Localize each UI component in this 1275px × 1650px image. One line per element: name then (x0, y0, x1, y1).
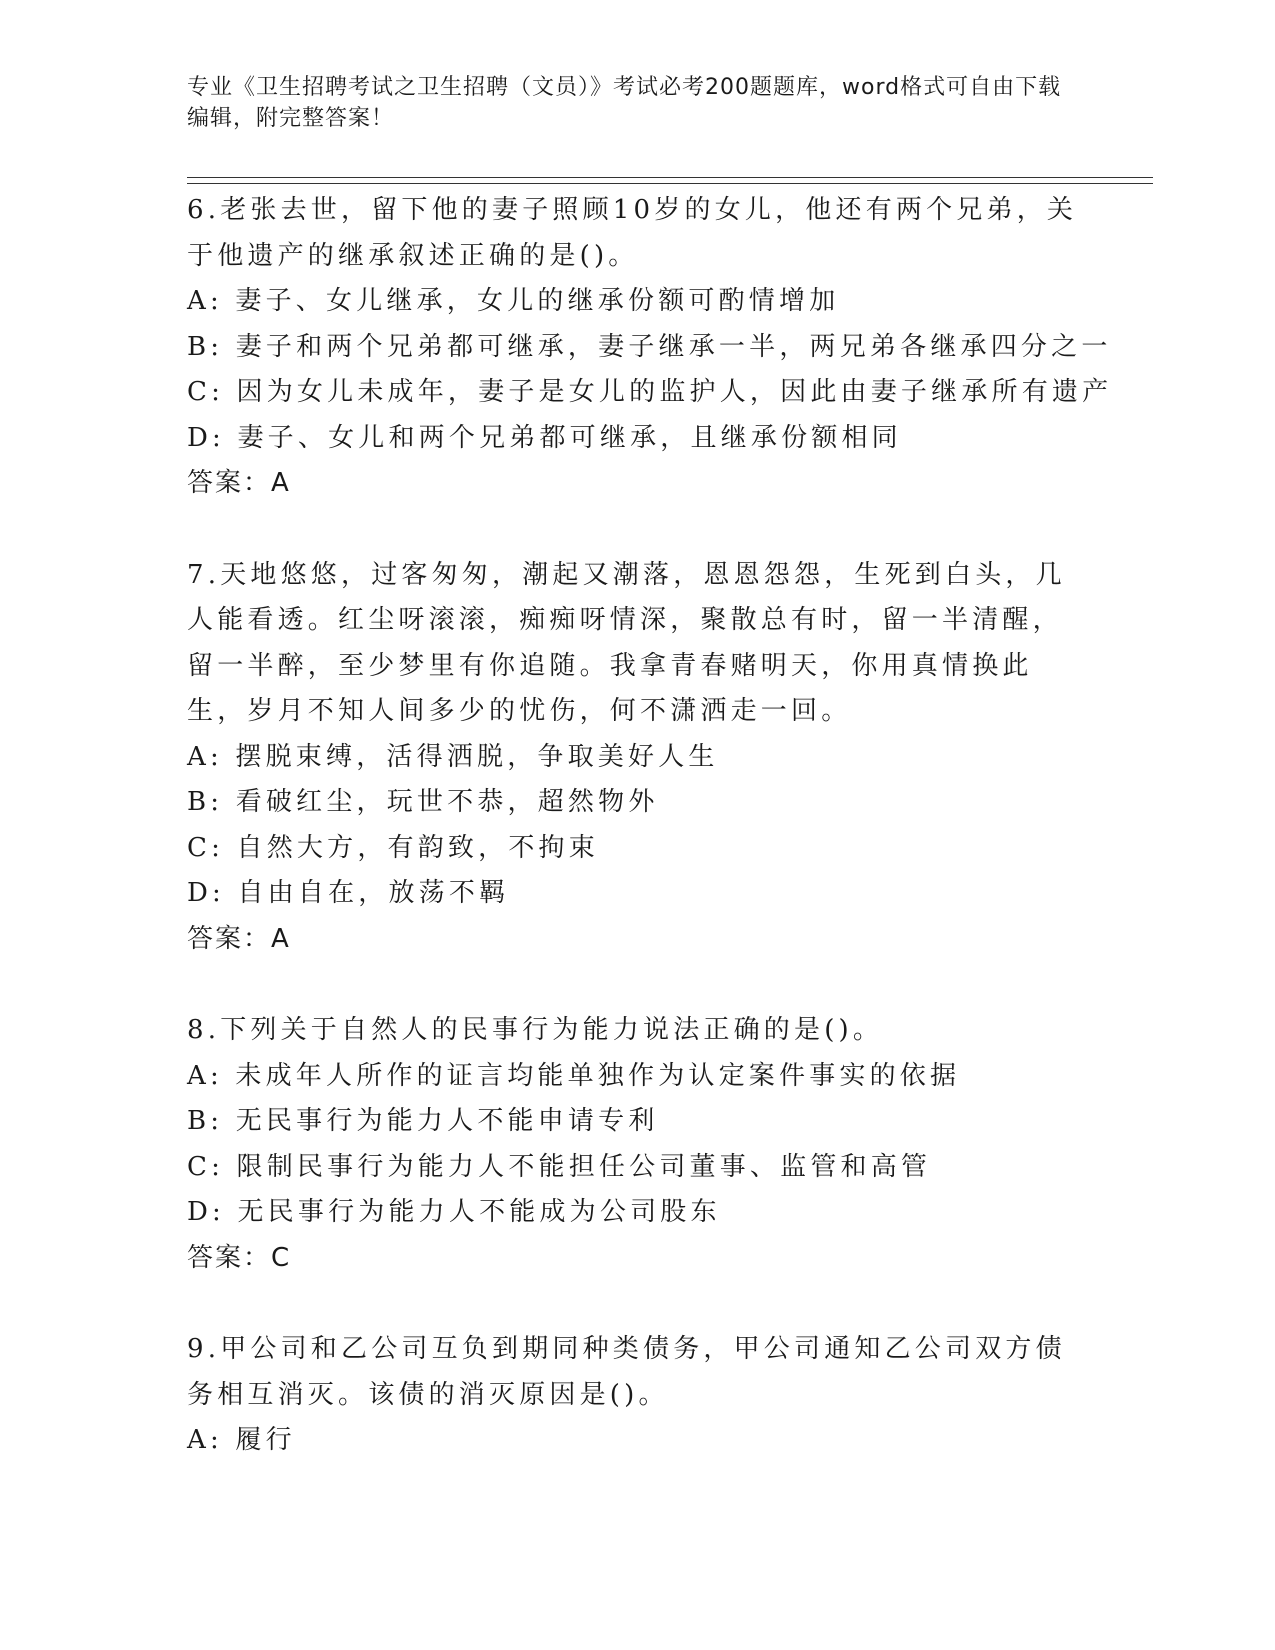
option-c: C: 自然大方，有韵致，不拘束 (187, 832, 599, 863)
question-9 (187, 1327, 1087, 1464)
option-a: A: 履行 (187, 1425, 296, 1455)
option-d: D: 无民事行为能力人不能成为公司股东 (187, 1197, 721, 1227)
answer-line: 答案：A (187, 923, 291, 954)
option-a: A: 未成年人所作的证言均能单独作为认定案件事实的依据 (187, 1060, 961, 1091)
option-d: D: 妻子、女儿和两个兄弟都可继承，且继承份额相同 (187, 422, 902, 453)
option-a: A: 摆脱束缚，活得洒脱，争取美好人生 (187, 741, 719, 772)
question-stem: 9.甲公司和乙公司互负到期同种类债务，甲公司通知乙公司双方债务相互消灭。该债的消灭原因是()。 (187, 1334, 1066, 1410)
option-b: B: 妻子和两个兄弟都可继承，妻子继承一半，两兄弟各继承四分之一 (187, 331, 1112, 362)
question-stem: 7.天地悠悠，过客匆匆，潮起又潮落，恩恩怨怨，生死到白头，几人能看透。红尘呀滚滚，痴痴呀情深，聚散总有时，留一半清醒，留一半醉，至少梦里有你追随。我拿青春赌明天，你用真情换此生，岁月不知人间多少的忧伤，何不潇洒走一回。 (187, 559, 1066, 726)
answer-line: 答案：A (187, 468, 291, 498)
option-b: B: 看破红尘，玩世不恭，超然物外 (187, 787, 659, 817)
question-list (187, 188, 1113, 1510)
question-7 (187, 553, 1087, 963)
answer-line: 答案：C (187, 1242, 292, 1273)
question-stem: 8.下列关于自然人的民事行为能力说法正确的是()。 (187, 1015, 884, 1045)
header-divider-top (187, 177, 1153, 178)
option-a: A: 妻子、女儿继承，女儿的继承份额可酌情增加 (187, 286, 840, 316)
question-8 (187, 1008, 1087, 1281)
option-c: C: 限制民事行为能力人不能担任公司董事、监管和高管 (187, 1151, 932, 1182)
question-6 (187, 188, 1113, 507)
option-d: D: 自由自在，放荡不羁 (187, 878, 510, 908)
option-c: C: 因为女儿未成年，妻子是女儿的监护人，因此由妻子继承所有遗产 (187, 377, 1113, 407)
option-b: B: 无民事行为能力人不能申请专利 (187, 1106, 659, 1136)
document-header: 专业《卫生招聘考试之卫生招聘（文员）》考试必考200题题库，word格式可自由下载编辑，附完整答案！ (187, 75, 1062, 131)
header-divider-bottom (187, 183, 1153, 184)
question-stem: 6.老张去世，留下他的妻子照顾10岁的女儿，他还有两个兄弟，关于他遗产的继承叙述正确的是()。 (187, 195, 1078, 271)
